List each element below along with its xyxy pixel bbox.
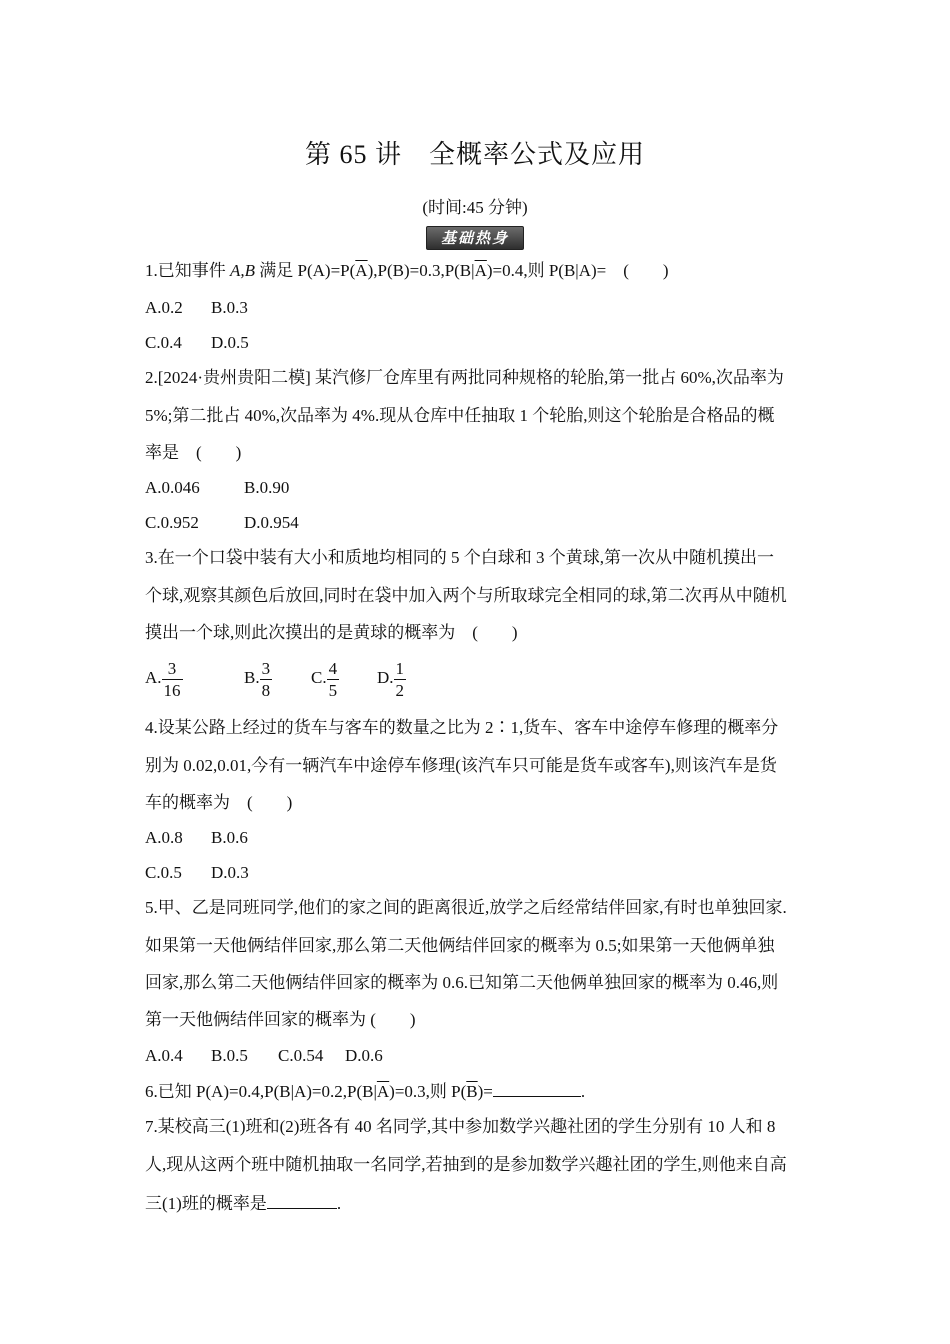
time-limit: (时间:45 分钟): [422, 198, 528, 217]
question-1-options-row-1: [145, 296, 248, 320]
question-2-line: 率是 ( ): [145, 443, 242, 462]
q7-answer-blank[interactable]: [267, 1190, 337, 1209]
question-5-line: 如果第一天他俩结伴回家,那么第二天他俩结伴回家的概率为 0.5;如果第一天他俩单独: [145, 936, 775, 955]
q7-text-last: 三(1)班的概率是: [145, 1194, 267, 1213]
fraction-numerator: 4: [328, 658, 338, 678]
q1-expr-1: P(A)=P(: [297, 261, 356, 280]
q1-option-c[interactable]: C.0.4: [145, 333, 182, 352]
q3-option-b[interactable]: [244, 656, 311, 701]
question-3-line: 摸出一个球,则此次摸出的是黄球的概率为 ( ): [145, 623, 518, 642]
q1-a-complement-2: $\overline{A}$: [474, 261, 487, 280]
q3-option-a-fraction: [162, 658, 183, 701]
q3-option-d-fraction: [394, 658, 407, 701]
q1-text-mid: 满足: [255, 261, 298, 280]
question-1-stem: [145, 259, 669, 283]
question-5-line: 回家,那么第二天他俩结伴回家的概率为 0.6.已知第二天他俩单独回家的概率为 0.46,则: [145, 973, 779, 992]
question-4-line: 4.设某公路上经过的货车与客车的数量之比为 2∶1,货车、客车中途停车修理的概率分: [145, 718, 779, 737]
question-4-options-row-2: [145, 861, 249, 885]
question-2-line: 5%;第二批占 40%,次品率为 4%.现从仓库中任抽取 1 个轮胎,则这个轮胎是合格品的概: [145, 406, 775, 425]
page-title: 第 65 讲 全概率公式及应用: [304, 140, 645, 169]
q4-option-c[interactable]: C.0.5: [145, 863, 182, 882]
q7-text-end: .: [336, 1194, 342, 1213]
q2-option-a[interactable]: A.0.046: [145, 478, 200, 497]
question-6-stem: [145, 1078, 585, 1104]
q3-option-a-label: A.: [145, 668, 162, 687]
q6-text-post: )=: [477, 1082, 493, 1101]
q1-expr-2: ),P(B)=0.3,P(B|: [367, 261, 475, 280]
question-5-line: 第一天他俩结伴回家的概率为 ( ): [145, 1010, 416, 1029]
question-2-options-row-2: [145, 511, 299, 535]
fraction-numerator: 3: [162, 658, 183, 680]
question-5-line: 5.甲、乙是同班同学,他们的家之间的距离很近,放学之后经常结伴回家,有时也单独回家.: [145, 898, 787, 917]
fraction-denominator: 2: [395, 680, 405, 700]
q1-a-complement: $\overline{A}$: [355, 261, 368, 280]
section-badge: 基础热身: [426, 226, 524, 250]
q3-option-d[interactable]: [377, 656, 406, 701]
fraction-denominator: 8: [261, 680, 271, 700]
q3-option-b-fraction: [260, 658, 273, 701]
q6-answer-blank[interactable]: [493, 1078, 581, 1097]
q1-events: A,B: [230, 261, 256, 280]
q1-option-a[interactable]: A.0.2: [145, 298, 183, 317]
q6-a-complement: $\overline{A}$: [376, 1082, 390, 1101]
question-3-options: [145, 656, 406, 701]
question-2-line: 2.[2024·贵州贵阳二模] 某汽修厂仓库里有两批同种规格的轮胎,第一批占 60%,次品率为: [145, 368, 784, 387]
question-7-line: 7.某校高三(1)班和(2)班各有 40 名同学,其中参加数学兴趣社团的学生分别有 10 人和 8: [145, 1117, 776, 1136]
question-7-line: 人,现从这两个班中随机抽取一名同学,若抽到的是参加数学兴趣社团的学生,则他来自高: [145, 1155, 787, 1174]
q1-option-b[interactable]: B.0.3: [211, 298, 248, 317]
question-1-options-row-2: [145, 331, 249, 355]
q1-text-pre: 1.已知事件: [145, 261, 230, 280]
fraction-numerator: 1: [395, 658, 405, 678]
q6-b-complement: $\overline{B}$: [466, 1082, 478, 1101]
q6-text-end: .: [580, 1082, 586, 1101]
question-5-options: [145, 1044, 383, 1068]
q5-option-b[interactable]: B.0.5: [211, 1046, 248, 1065]
question-3-line: 3.在一个口袋中装有大小和质地均相同的 5 个白球和 3 个黄球,第一次从中随机摸出一: [145, 548, 774, 567]
fraction-denominator: 16: [163, 680, 181, 700]
question-2-options-row-1: [145, 476, 289, 500]
q6-text-mid: )=0.3,则 P(: [389, 1082, 467, 1101]
fraction-numerator: 3: [261, 658, 271, 678]
q2-option-d[interactable]: D.0.954: [244, 513, 299, 532]
question-7-line-last: [145, 1190, 341, 1216]
q3-option-c-label: C.: [311, 668, 327, 687]
q2-option-c[interactable]: C.0.952: [145, 513, 199, 532]
q5-option-c[interactable]: C.0.54: [278, 1046, 324, 1065]
question-3-line: 个球,观察其颜色后放回,同时在袋中加入两个与所取球完全相同的球,第二次再从中随机: [145, 586, 787, 605]
question-4-options-row-1: [145, 826, 248, 850]
q4-option-b[interactable]: B.0.6: [211, 828, 248, 847]
q5-option-d[interactable]: D.0.6: [345, 1046, 383, 1065]
q3-option-c-fraction: [327, 658, 340, 701]
q3-option-d-label: D.: [377, 668, 394, 687]
q3-option-b-label: B.: [244, 668, 260, 687]
q4-option-a[interactable]: A.0.8: [145, 828, 183, 847]
question-4-line: 车的概率为 ( ): [145, 793, 293, 812]
q4-option-d[interactable]: D.0.3: [211, 863, 249, 882]
fraction-denominator: 5: [328, 680, 338, 700]
q3-option-c[interactable]: [311, 656, 377, 701]
q1-option-d[interactable]: D.0.5: [211, 333, 249, 352]
q6-text-pre: 6.已知 P(A)=0.4,P(B|A)=0.2,P(B|: [145, 1082, 377, 1101]
question-4-line: 别为 0.02,0.01,今有一辆汽车中途停车修理(该汽车只可能是货车或客车),则该汽车是货: [145, 756, 777, 775]
q2-option-b[interactable]: B.0.90: [244, 478, 290, 497]
q3-option-a[interactable]: [145, 656, 244, 701]
q5-option-a[interactable]: A.0.4: [145, 1046, 183, 1065]
q1-expr-3: )=0.4,则 P(B|A)= ( ): [486, 261, 669, 280]
